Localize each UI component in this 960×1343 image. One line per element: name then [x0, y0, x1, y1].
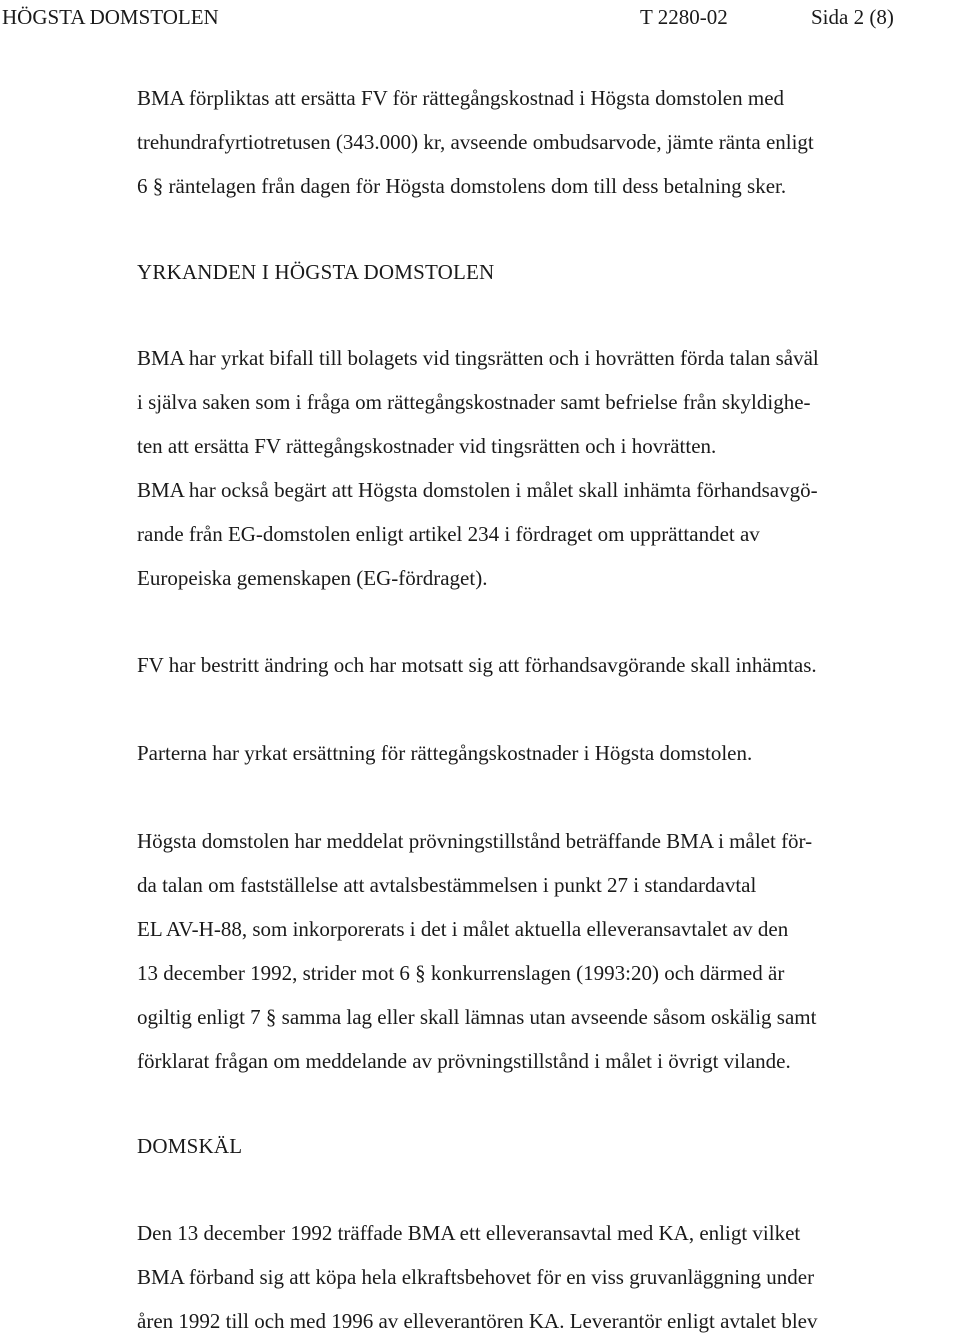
text-line: förklarat frågan om meddelande av prövningstillstånd i målet i övrigt vilande. — [137, 1049, 791, 1073]
text-line: BMA har också begärt att Högsta domstolen i målet skall inhämta förhandsavgö- — [137, 478, 818, 502]
paragraph-ruling — [137, 76, 957, 208]
text-line: åren 1992 till och med 1996 av elleverantören KA. Leverantör enligt avtalet blev — [137, 1309, 818, 1333]
paragraph-leave-to-appeal — [137, 819, 957, 1083]
text-line: Den 13 december 1992 träffade BMA ett elleveransavtal med KA, enligt vilket — [137, 1221, 801, 1245]
text-line: FV har bestritt ändring och har motsatt sig att förhandsavgörande skall inhämtas. — [137, 653, 817, 677]
text-line: da talan om fastställelse att avtalsbestämmelsen i punkt 27 i standardavtal — [137, 873, 757, 897]
paragraph-bma-claims — [137, 336, 957, 600]
text-line: BMA förpliktas att ersätta FV för rättegångskostnad i Högsta domstolen med — [137, 86, 785, 110]
paragraph-fv-response — [137, 643, 957, 687]
text-line: 13 december 1992, strider mot 6 § konkurrenslagen (1993:20) och därmed är — [137, 961, 785, 985]
paragraph-contract — [137, 1211, 957, 1343]
text-line: BMA förband sig att köpa hela elkraftsbehovet för en viss gruvanläggning under — [137, 1265, 815, 1289]
case-number: T 2280-02 — [640, 5, 728, 29]
text-line: 6 § räntelagen från dagen för Högsta domstolens dom till dess betalning sker. — [137, 174, 787, 198]
text-line: trehundrafyrtiotretusen (343.000) kr, avseende ombudsarvode, jämte ränta enligt — [137, 130, 814, 154]
paragraph-costs — [137, 731, 957, 775]
text-line: rande från EG-domstolen enligt artikel 234 i fördraget om upprättandet av — [137, 522, 760, 546]
text-line: i själva saken som i fråga om rättegångskostnader samt befrielse från skyldighe- — [137, 390, 811, 414]
section-heading-reasons: DOMSKÄL — [137, 1134, 243, 1158]
section-heading-claims: YRKANDEN I HÖGSTA DOMSTOLEN — [137, 260, 495, 284]
text-line: Parterna har yrkat ersättning för rättegångskostnader i Högsta domstolen. — [137, 741, 753, 765]
page-number: Sida 2 (8) — [811, 5, 894, 29]
court-name: HÖGSTA DOMSTOLEN — [2, 5, 219, 29]
text-line: ogiltig enligt 7 § samma lag eller skall lämnas utan avseende såsom oskälig samt — [137, 1005, 817, 1029]
text-line: Europeiska gemenskapen (EG-fördraget). — [137, 566, 488, 590]
text-line: Högsta domstolen har meddelat prövningstillstånd beträffande BMA i målet för- — [137, 829, 813, 853]
text-line: BMA har yrkat bifall till bolagets vid tingsrätten och i hovrätten förda talan såväl — [137, 346, 819, 370]
page-header — [0, 3, 960, 31]
text-line: EL AV-H-88, som inkorporerats i det i målet aktuella elleveransavtalet av den — [137, 917, 789, 941]
text-line: ten att ersätta FV rättegångskostnader vid tingsrätten och i hovrätten. — [137, 434, 717, 458]
